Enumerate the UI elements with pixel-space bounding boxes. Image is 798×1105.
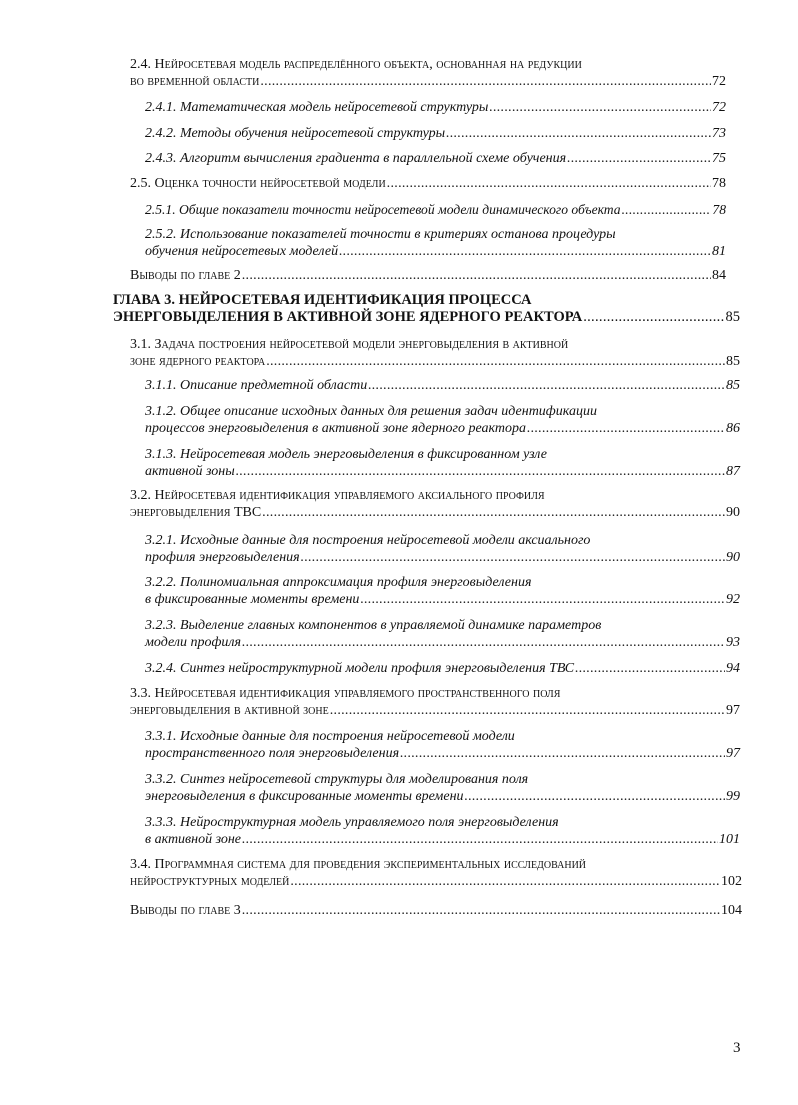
toc-page-number: 73 bbox=[712, 126, 726, 141]
toc-entry-text: 2.4.2. Методы обучения нейросетевой структуры bbox=[145, 126, 446, 141]
leader-dots bbox=[465, 788, 725, 805]
toc-entry bbox=[130, 856, 742, 890]
toc-entry-text: Выводы по главе 3 bbox=[130, 903, 241, 918]
toc-entry bbox=[145, 532, 740, 566]
toc-page-number: 85 bbox=[726, 378, 740, 393]
leader-dots bbox=[236, 463, 725, 480]
toc-page-number: 86 bbox=[726, 421, 740, 436]
toc-page-number: 85 bbox=[725, 309, 740, 325]
toc-page-number: 81 bbox=[712, 244, 726, 259]
toc-entry-text-line1: 3.3. Нейросетевая идентификация управляемого пространственного поля bbox=[130, 686, 561, 701]
leader-dots bbox=[290, 873, 720, 890]
toc-page-number: 94 bbox=[726, 661, 740, 676]
toc-entry-text-line2: энерговыделения в фиксированные моменты времени bbox=[145, 789, 464, 804]
toc-page-number: 75 bbox=[712, 151, 726, 166]
toc-page-number: 78 bbox=[712, 176, 726, 191]
toc-page-number: 92 bbox=[726, 592, 740, 607]
toc-page-number: 104 bbox=[721, 903, 742, 918]
toc-page-number: 72 bbox=[712, 100, 726, 115]
toc-entry-text-line2: во временной области bbox=[130, 74, 260, 89]
toc-entry bbox=[130, 902, 742, 919]
toc-entry-text-line2: профиля энерговыделения bbox=[145, 550, 300, 565]
toc-entry-text-line2: модели профиля bbox=[145, 635, 242, 650]
toc-entry-text-line2: энерговыделения в активной зоне bbox=[130, 703, 329, 718]
leader-dots bbox=[446, 125, 711, 142]
toc-entry bbox=[130, 685, 740, 719]
toc-entry-text-line1: 3.1.3. Нейросетевая модель энерговыделения в фиксированном узле bbox=[145, 447, 547, 462]
toc-entry-text: 3.1.1. Описание предметной области bbox=[145, 378, 368, 393]
toc-entry bbox=[130, 336, 740, 370]
toc-entry-text-line1: 3.1. Задача построения нейросетевой модели энерговыделения в активной bbox=[130, 337, 569, 352]
toc-entry bbox=[145, 617, 740, 651]
leader-dots bbox=[567, 150, 711, 167]
toc-entry-text-line2: в фиксированные моменты времени bbox=[145, 592, 360, 607]
toc-entry bbox=[145, 728, 740, 762]
toc-entry-text-line2: в активной зоне bbox=[145, 832, 242, 847]
toc-page-number: 78 bbox=[712, 202, 726, 217]
toc-entry-text: 2.4.1. Математическая модель нейросетевой структуры bbox=[145, 100, 489, 115]
leader-dots bbox=[527, 420, 725, 437]
toc-entry-text-line1: 2.5.2. Использование показателей точности в критериях останова процедуры bbox=[145, 227, 616, 242]
toc-entry-text-line1: 3.3.2. Синтез нейросетевой структуры для моделирования поля bbox=[145, 772, 529, 787]
toc-entry-text-line2: ЭНЕРГОВЫДЕЛЕНИЯ В АКТИВНОЙ ЗОНЕ ЯДЕРНОГО РЕАКТОРА bbox=[113, 309, 583, 325]
toc-page-number: 84 bbox=[712, 268, 726, 283]
toc-page-number: 72 bbox=[712, 74, 726, 89]
toc-entry-text: 2.5.1. Общие показатели точности нейросетевой модели динамического объекта bbox=[145, 202, 621, 217]
leader-dots bbox=[242, 267, 711, 284]
toc-page-number: 85 bbox=[726, 354, 740, 369]
toc-page-number: 97 bbox=[726, 746, 740, 761]
toc-entry-text: 2.5. Оценка точности нейросетевой модели bbox=[130, 176, 386, 191]
leader-dots bbox=[400, 745, 725, 762]
toc-entry-text-line1: 2.4. Нейросетевая модель распределённого объекта, основанная на редукции bbox=[130, 57, 582, 72]
toc-entry-text-line2: нейроструктурных моделей bbox=[130, 874, 290, 889]
toc-entry-text-line1: 3.2.3. Выделение главных компонентов в управляемой динамике параметров bbox=[145, 618, 602, 633]
leader-dots bbox=[622, 201, 712, 218]
leader-dots bbox=[330, 702, 725, 719]
toc-entry bbox=[145, 377, 740, 394]
toc-page-number: 99 bbox=[726, 789, 740, 804]
toc-entry bbox=[145, 150, 726, 167]
toc-page-number: 87 bbox=[726, 464, 740, 479]
toc-entry bbox=[145, 403, 740, 437]
leader-dots bbox=[260, 73, 711, 90]
toc-page-number: 102 bbox=[721, 874, 742, 889]
toc-chapter-entry bbox=[113, 292, 740, 326]
toc-page-number: 97 bbox=[726, 703, 740, 718]
toc-entry bbox=[145, 771, 740, 805]
toc-entry-text-line1: 3.3.3. Нейроструктурная модель управляемого поля энерговыделения bbox=[145, 815, 559, 830]
leader-dots bbox=[360, 591, 725, 608]
toc-entry-text-line2: пространственного поля энерговыделения bbox=[145, 746, 400, 761]
leader-dots bbox=[339, 243, 711, 260]
leader-dots bbox=[301, 549, 725, 566]
toc-page-number: 90 bbox=[726, 505, 740, 520]
toc-entry-text: 2.4.3. Алгоритм вычисления градиента в параллельной схеме обучения bbox=[145, 151, 567, 166]
toc-entry bbox=[145, 660, 740, 677]
toc-entry-text-line1: 3.4. Программная система для проведения экспериментальных исследований bbox=[130, 857, 587, 872]
toc-entry-text-line2: процессов энерговыделения в активной зоне ядерного реактора bbox=[145, 421, 527, 436]
toc-entry bbox=[145, 201, 726, 218]
toc-entry bbox=[145, 125, 726, 142]
leader-dots bbox=[242, 831, 718, 848]
leader-dots bbox=[583, 309, 724, 326]
toc-entry-text-line2: энерговыделения ТВС bbox=[130, 505, 262, 520]
leader-dots bbox=[266, 353, 725, 370]
leader-dots bbox=[387, 175, 711, 192]
toc-page-number: 93 bbox=[726, 635, 740, 650]
toc-entry bbox=[145, 814, 740, 848]
toc-entry bbox=[145, 446, 740, 480]
toc-entry-text-line1: 3.1.2. Общее описание исходных данных для решения задач идентификации bbox=[145, 404, 597, 419]
toc-page-number: 90 bbox=[726, 550, 740, 565]
toc-entry bbox=[130, 487, 740, 521]
toc-entry bbox=[145, 99, 726, 116]
toc-entry-text-line1: 3.2.1. Исходные данные для построения нейросетевой модели аксиального bbox=[145, 533, 591, 548]
toc-entry bbox=[145, 574, 740, 608]
toc-entry-text: 3.2.4. Синтез нейроструктурной модели профиля энерговыделения ТВС bbox=[145, 661, 575, 676]
toc-entry bbox=[130, 175, 726, 192]
toc-entry bbox=[145, 226, 726, 260]
toc-entry bbox=[130, 56, 726, 90]
leader-dots bbox=[242, 634, 725, 651]
toc-entry bbox=[130, 267, 726, 284]
toc-entry-text-line1: 3.3.1. Исходные данные для построения нейросетевой модели bbox=[145, 729, 515, 744]
page-number: 3 bbox=[733, 1040, 741, 1056]
leader-dots bbox=[575, 660, 725, 677]
leader-dots bbox=[262, 504, 725, 521]
toc-page-number: 101 bbox=[719, 832, 740, 847]
leader-dots bbox=[242, 902, 720, 919]
toc-entry-text-line1: 3.2.2. Полиномиальная аппроксимация профиля энерговыделения bbox=[145, 575, 532, 590]
leader-dots bbox=[368, 377, 725, 394]
toc-entry-text-line1: ГЛАВА 3. НЕЙРОСЕТЕВАЯ ИДЕНТИФИКАЦИЯ ПРОЦЕССА bbox=[113, 292, 532, 308]
toc-entry-text-line2: зоне ядерного реактора bbox=[130, 354, 266, 369]
toc-entry-text-line2: обучения нейросетевых моделей bbox=[145, 244, 339, 259]
toc-entry-text-line2: активной зоны bbox=[145, 464, 235, 479]
toc-entry-text-line1: 3.2. Нейросетевая идентификация управляемого аксиального профиля bbox=[130, 488, 545, 503]
toc-entry-text: Выводы по главе 2 bbox=[130, 268, 241, 283]
leader-dots bbox=[489, 99, 711, 116]
